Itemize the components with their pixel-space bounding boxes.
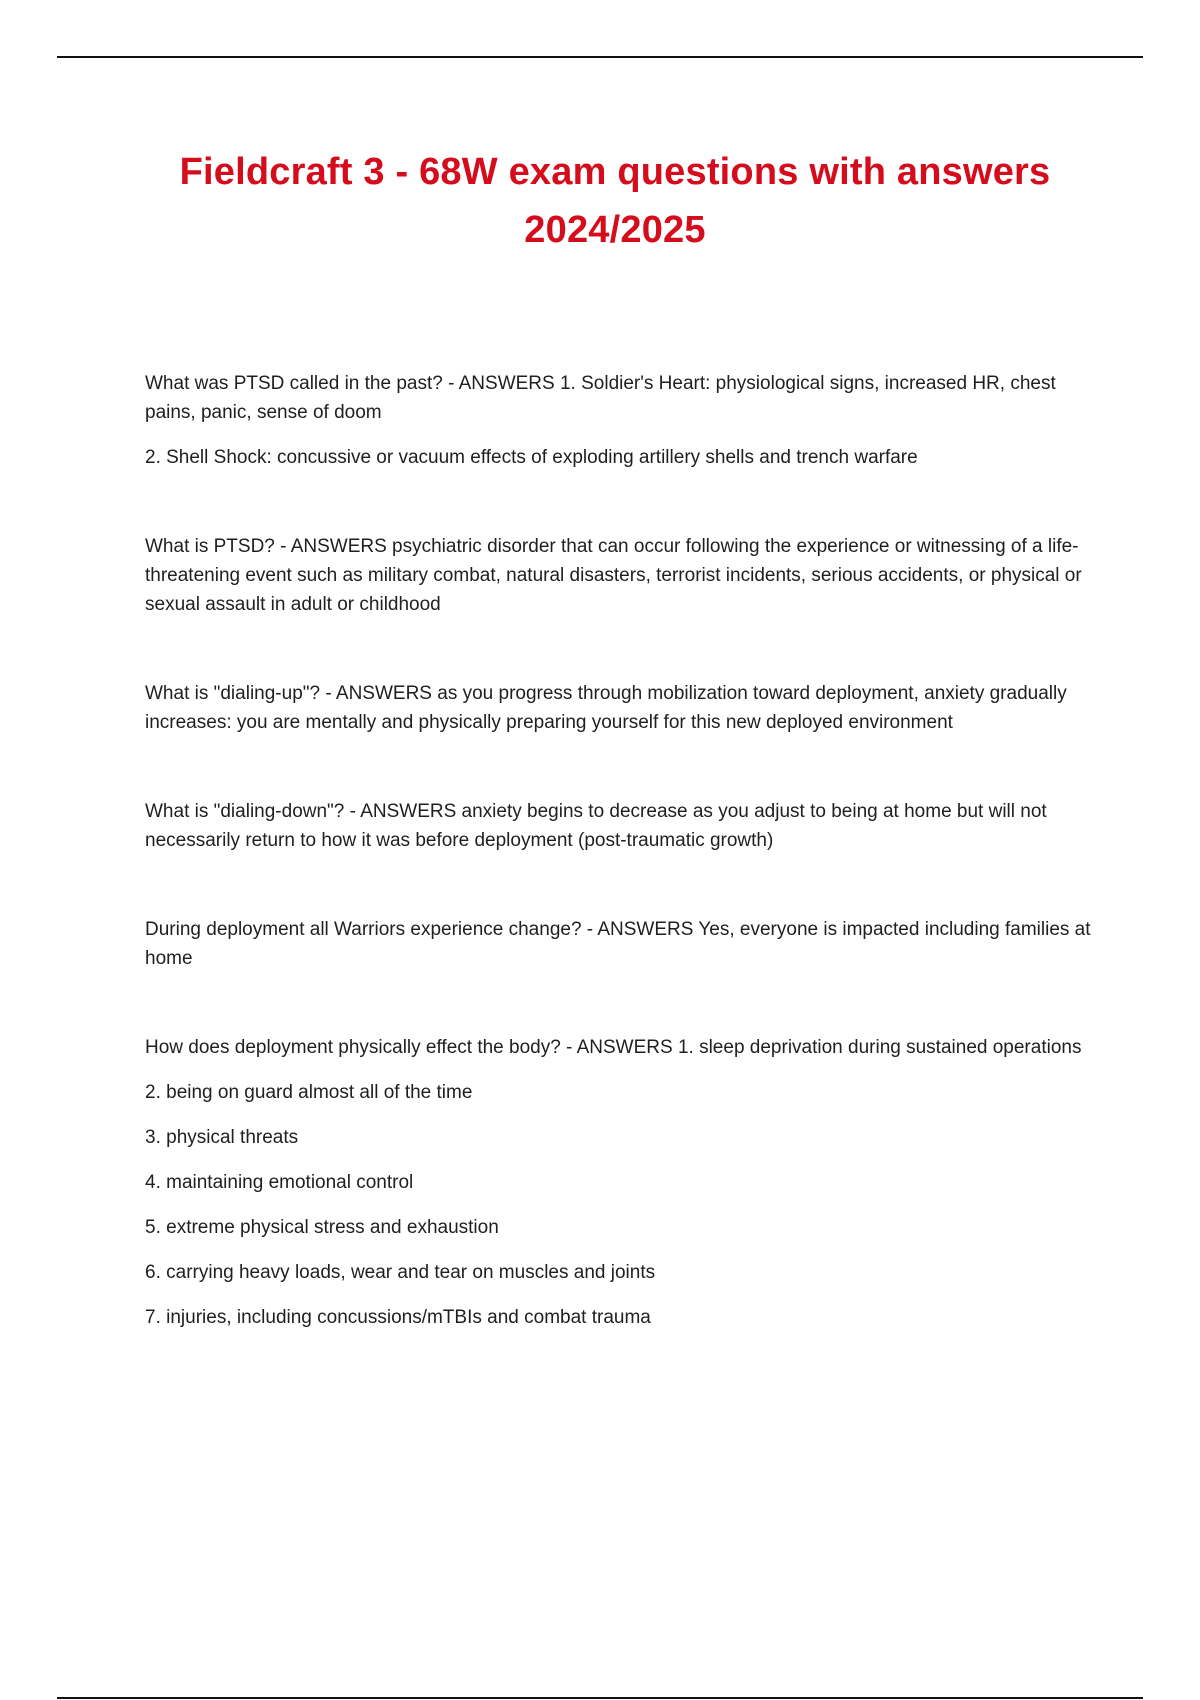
qa-block-3 [145, 679, 1095, 737]
qa-6-item-2: 3. physical threats [145, 1127, 299, 1148]
qa-block-6 [145, 1033, 1095, 1332]
qa-1-text: What was PTSD called in the past? - ANSWERS 1. Soldier's Heart: physiological signs, increased HR, chest pains, panic, sense of doom [145, 373, 1056, 423]
qa-block-2 [145, 532, 1095, 619]
qa-4-text: What is "dialing-down"? - ANSWERS anxiety begins to decrease as you adjust to being at home but will not necessarily return to how it was before deployment (post-traumatic growth) [145, 801, 1047, 851]
qa-6-item-4: 5. extreme physical stress and exhaustion [145, 1217, 499, 1238]
qa-1-item-1: 2. Shell Shock: concussive or vacuum effects of exploding artillery shells and trench warfare [145, 447, 918, 468]
qa-6-item-1: 2. being on guard almost all of the time [145, 1082, 473, 1103]
qa-6-text: How does deployment physically effect the body? - ANSWERS 1. sleep deprivation during sustained operations [145, 1037, 1082, 1058]
qa-block-1 [145, 369, 1095, 472]
document-title: Fieldcraft 3 - 68W exam questions with answers 2024/2025 [179, 151, 1051, 251]
qa-6-item-6: 7. injuries, including concussions/mTBIs and combat trauma [145, 1307, 651, 1328]
top-rule [57, 56, 1143, 58]
qa-5-text: During deployment all Warriors experience change? - ANSWERS Yes, everyone is impacted including families at home [145, 919, 1091, 969]
qa-3-text: What is "dialing-up"? - ANSWERS as you progress through mobilization toward deployment, anxiety gradually increases: you are mentally and physically preparing yourself for this new deployed environment [145, 683, 1067, 733]
qa-block-4 [145, 797, 1095, 855]
qa-2-text: What is PTSD? - ANSWERS psychiatric disorder that can occur following the experience or witnessing of a life-threatening event such as military combat, natural disasters, terrorist incidents, serious accidents, or physical or sexual assault in adult or childhood [145, 536, 1082, 615]
qa-6-item-3: 4. maintaining emotional control [145, 1172, 414, 1193]
bottom-rule [57, 1697, 1143, 1699]
qa-6-item-5: 6. carrying heavy loads, wear and tear on muscles and joints [145, 1262, 656, 1283]
qa-block-5 [145, 915, 1095, 973]
qa-content [145, 369, 1095, 1332]
